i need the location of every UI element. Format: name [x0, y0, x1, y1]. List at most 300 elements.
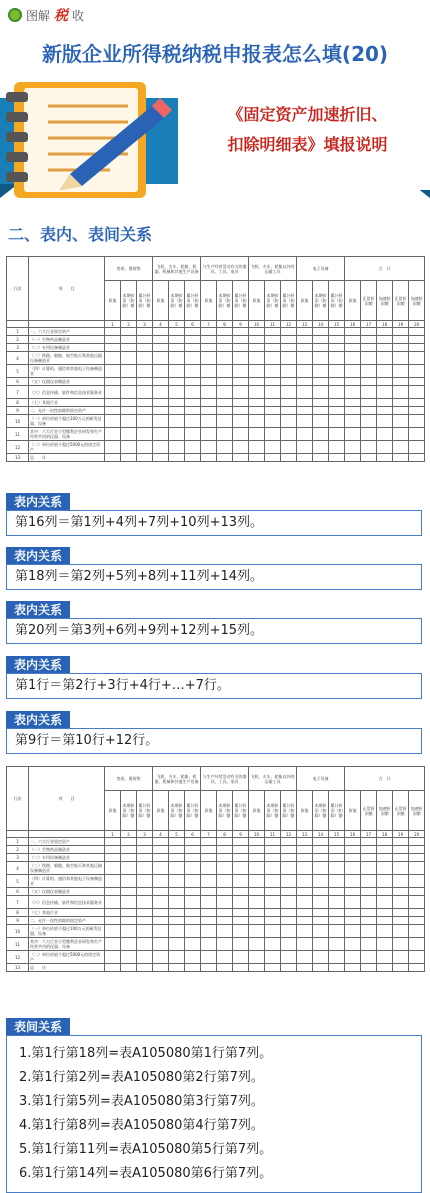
value-cell[interactable]: [153, 428, 169, 441]
value-cell[interactable]: [377, 454, 393, 462]
value-cell[interactable]: [393, 938, 409, 951]
value-cell[interactable]: [361, 386, 377, 399]
value-cell[interactable]: [345, 336, 361, 344]
value-cell[interactable]: [297, 862, 313, 875]
value-cell[interactable]: [361, 344, 377, 352]
value-cell[interactable]: [265, 964, 281, 972]
value-cell[interactable]: [313, 352, 329, 365]
value-cell[interactable]: [105, 352, 121, 365]
value-cell[interactable]: [345, 454, 361, 462]
value-cell[interactable]: [297, 888, 313, 896]
value-cell[interactable]: [105, 454, 121, 462]
value-cell[interactable]: [105, 862, 121, 875]
value-cell[interactable]: [393, 888, 409, 896]
value-cell[interactable]: [393, 415, 409, 428]
value-cell[interactable]: [361, 352, 377, 365]
value-cell[interactable]: [201, 909, 217, 917]
value-cell[interactable]: [153, 896, 169, 909]
value-cell[interactable]: [153, 875, 169, 888]
value-cell[interactable]: [105, 846, 121, 854]
value-cell[interactable]: [329, 378, 345, 386]
value-cell[interactable]: [137, 888, 153, 896]
value-cell[interactable]: [233, 441, 249, 454]
value-cell[interactable]: [313, 862, 329, 875]
value-cell[interactable]: [185, 888, 201, 896]
value-cell[interactable]: [313, 875, 329, 888]
value-cell[interactable]: [393, 454, 409, 462]
value-cell[interactable]: [265, 386, 281, 399]
value-cell[interactable]: [281, 378, 297, 386]
value-cell[interactable]: [393, 917, 409, 925]
value-cell[interactable]: [361, 951, 377, 964]
value-cell[interactable]: [233, 336, 249, 344]
value-cell[interactable]: [265, 428, 281, 441]
value-cell[interactable]: [281, 428, 297, 441]
value-cell[interactable]: [137, 964, 153, 972]
value-cell[interactable]: [249, 352, 265, 365]
value-cell[interactable]: [313, 407, 329, 415]
value-cell[interactable]: [217, 896, 233, 909]
value-cell[interactable]: [281, 352, 297, 365]
value-cell[interactable]: [233, 846, 249, 854]
value-cell[interactable]: [393, 951, 409, 964]
value-cell[interactable]: [137, 336, 153, 344]
value-cell[interactable]: [345, 888, 361, 896]
value-cell[interactable]: [329, 407, 345, 415]
value-cell[interactable]: [121, 415, 137, 428]
value-cell[interactable]: [377, 838, 393, 846]
value-cell[interactable]: [377, 407, 393, 415]
value-cell[interactable]: [137, 896, 153, 909]
value-cell[interactable]: [121, 909, 137, 917]
value-cell[interactable]: [105, 854, 121, 862]
value-cell[interactable]: [329, 344, 345, 352]
value-cell[interactable]: [185, 854, 201, 862]
value-cell[interactable]: [121, 917, 137, 925]
value-cell[interactable]: [105, 838, 121, 846]
value-cell[interactable]: [393, 336, 409, 344]
value-cell[interactable]: [329, 854, 345, 862]
value-cell[interactable]: [169, 328, 185, 336]
value-cell[interactable]: [361, 328, 377, 336]
value-cell[interactable]: [409, 838, 425, 846]
value-cell[interactable]: [297, 378, 313, 386]
value-cell[interactable]: [185, 964, 201, 972]
value-cell[interactable]: [265, 938, 281, 951]
value-cell[interactable]: [265, 365, 281, 378]
value-cell[interactable]: [249, 854, 265, 862]
value-cell[interactable]: [105, 415, 121, 428]
value-cell[interactable]: [121, 925, 137, 938]
value-cell[interactable]: [265, 925, 281, 938]
value-cell[interactable]: [265, 846, 281, 854]
value-cell[interactable]: [377, 951, 393, 964]
value-cell[interactable]: [169, 862, 185, 875]
value-cell[interactable]: [393, 365, 409, 378]
value-cell[interactable]: [201, 378, 217, 386]
value-cell[interactable]: [233, 862, 249, 875]
value-cell[interactable]: [393, 328, 409, 336]
value-cell[interactable]: [185, 365, 201, 378]
value-cell[interactable]: [121, 862, 137, 875]
value-cell[interactable]: [377, 428, 393, 441]
value-cell[interactable]: [233, 875, 249, 888]
value-cell[interactable]: [297, 344, 313, 352]
value-cell[interactable]: [153, 365, 169, 378]
value-cell[interactable]: [265, 888, 281, 896]
value-cell[interactable]: [137, 875, 153, 888]
value-cell[interactable]: [377, 352, 393, 365]
value-cell[interactable]: [313, 454, 329, 462]
value-cell[interactable]: [345, 407, 361, 415]
value-cell[interactable]: [377, 854, 393, 862]
value-cell[interactable]: [377, 938, 393, 951]
value-cell[interactable]: [153, 415, 169, 428]
value-cell[interactable]: [217, 336, 233, 344]
value-cell[interactable]: [313, 336, 329, 344]
value-cell[interactable]: [169, 386, 185, 399]
value-cell[interactable]: [409, 909, 425, 917]
value-cell[interactable]: [169, 407, 185, 415]
value-cell[interactable]: [217, 454, 233, 462]
value-cell[interactable]: [185, 407, 201, 415]
value-cell[interactable]: [169, 399, 185, 407]
value-cell[interactable]: [105, 875, 121, 888]
value-cell[interactable]: [153, 888, 169, 896]
value-cell[interactable]: [313, 441, 329, 454]
value-cell[interactable]: [377, 399, 393, 407]
value-cell[interactable]: [409, 428, 425, 441]
value-cell[interactable]: [105, 399, 121, 407]
value-cell[interactable]: [185, 328, 201, 336]
value-cell[interactable]: [409, 365, 425, 378]
value-cell[interactable]: [121, 854, 137, 862]
value-cell[interactable]: [217, 399, 233, 407]
value-cell[interactable]: [313, 415, 329, 428]
value-cell[interactable]: [409, 328, 425, 336]
value-cell[interactable]: [217, 875, 233, 888]
value-cell[interactable]: [361, 896, 377, 909]
value-cell[interactable]: [233, 909, 249, 917]
value-cell[interactable]: [153, 378, 169, 386]
value-cell[interactable]: [265, 875, 281, 888]
value-cell[interactable]: [249, 951, 265, 964]
value-cell[interactable]: [329, 441, 345, 454]
value-cell[interactable]: [377, 925, 393, 938]
value-cell[interactable]: [217, 917, 233, 925]
value-cell[interactable]: [377, 365, 393, 378]
value-cell[interactable]: [329, 862, 345, 875]
value-cell[interactable]: [217, 838, 233, 846]
value-cell[interactable]: [281, 896, 297, 909]
value-cell[interactable]: [153, 386, 169, 399]
value-cell[interactable]: [393, 441, 409, 454]
value-cell[interactable]: [377, 415, 393, 428]
value-cell[interactable]: [297, 415, 313, 428]
value-cell[interactable]: [233, 352, 249, 365]
value-cell[interactable]: [153, 344, 169, 352]
value-cell[interactable]: [281, 862, 297, 875]
value-cell[interactable]: [393, 862, 409, 875]
value-cell[interactable]: [393, 386, 409, 399]
value-cell[interactable]: [105, 336, 121, 344]
value-cell[interactable]: [121, 838, 137, 846]
value-cell[interactable]: [137, 854, 153, 862]
value-cell[interactable]: [121, 365, 137, 378]
value-cell[interactable]: [297, 838, 313, 846]
value-cell[interactable]: [217, 888, 233, 896]
value-cell[interactable]: [249, 862, 265, 875]
value-cell[interactable]: [409, 917, 425, 925]
value-cell[interactable]: [329, 896, 345, 909]
value-cell[interactable]: [265, 854, 281, 862]
value-cell[interactable]: [217, 428, 233, 441]
value-cell[interactable]: [313, 399, 329, 407]
value-cell[interactable]: [297, 386, 313, 399]
value-cell[interactable]: [201, 875, 217, 888]
value-cell[interactable]: [201, 938, 217, 951]
value-cell[interactable]: [377, 336, 393, 344]
value-cell[interactable]: [329, 951, 345, 964]
value-cell[interactable]: [249, 399, 265, 407]
value-cell[interactable]: [233, 888, 249, 896]
value-cell[interactable]: [409, 854, 425, 862]
value-cell[interactable]: [217, 352, 233, 365]
value-cell[interactable]: [105, 964, 121, 972]
value-cell[interactable]: [217, 909, 233, 917]
value-cell[interactable]: [265, 407, 281, 415]
value-cell[interactable]: [265, 352, 281, 365]
value-cell[interactable]: [121, 875, 137, 888]
value-cell[interactable]: [169, 415, 185, 428]
value-cell[interactable]: [329, 875, 345, 888]
value-cell[interactable]: [265, 378, 281, 386]
value-cell[interactable]: [377, 917, 393, 925]
value-cell[interactable]: [313, 951, 329, 964]
value-cell[interactable]: [281, 365, 297, 378]
value-cell[interactable]: [409, 846, 425, 854]
value-cell[interactable]: [345, 862, 361, 875]
value-cell[interactable]: [137, 454, 153, 462]
value-cell[interactable]: [217, 862, 233, 875]
value-cell[interactable]: [185, 938, 201, 951]
value-cell[interactable]: [409, 336, 425, 344]
value-cell[interactable]: [313, 386, 329, 399]
value-cell[interactable]: [393, 964, 409, 972]
value-cell[interactable]: [185, 399, 201, 407]
value-cell[interactable]: [153, 925, 169, 938]
value-cell[interactable]: [409, 344, 425, 352]
value-cell[interactable]: [281, 917, 297, 925]
value-cell[interactable]: [153, 454, 169, 462]
value-cell[interactable]: [185, 925, 201, 938]
value-cell[interactable]: [153, 862, 169, 875]
value-cell[interactable]: [393, 846, 409, 854]
value-cell[interactable]: [361, 336, 377, 344]
value-cell[interactable]: [105, 951, 121, 964]
value-cell[interactable]: [217, 378, 233, 386]
value-cell[interactable]: [377, 378, 393, 386]
value-cell[interactable]: [393, 378, 409, 386]
value-cell[interactable]: [377, 846, 393, 854]
value-cell[interactable]: [105, 909, 121, 917]
value-cell[interactable]: [361, 846, 377, 854]
value-cell[interactable]: [329, 352, 345, 365]
value-cell[interactable]: [137, 909, 153, 917]
value-cell[interactable]: [185, 441, 201, 454]
value-cell[interactable]: [313, 428, 329, 441]
value-cell[interactable]: [249, 386, 265, 399]
value-cell[interactable]: [281, 441, 297, 454]
value-cell[interactable]: [233, 951, 249, 964]
value-cell[interactable]: [393, 909, 409, 917]
value-cell[interactable]: [281, 415, 297, 428]
value-cell[interactable]: [233, 386, 249, 399]
value-cell[interactable]: [345, 328, 361, 336]
value-cell[interactable]: [281, 888, 297, 896]
value-cell[interactable]: [297, 399, 313, 407]
value-cell[interactable]: [185, 415, 201, 428]
value-cell[interactable]: [345, 909, 361, 917]
value-cell[interactable]: [377, 328, 393, 336]
value-cell[interactable]: [105, 328, 121, 336]
value-cell[interactable]: [297, 846, 313, 854]
value-cell[interactable]: [105, 938, 121, 951]
value-cell[interactable]: [409, 896, 425, 909]
value-cell[interactable]: [201, 336, 217, 344]
value-cell[interactable]: [313, 925, 329, 938]
value-cell[interactable]: [105, 386, 121, 399]
value-cell[interactable]: [409, 352, 425, 365]
value-cell[interactable]: [249, 378, 265, 386]
value-cell[interactable]: [297, 407, 313, 415]
value-cell[interactable]: [249, 896, 265, 909]
value-cell[interactable]: [169, 964, 185, 972]
value-cell[interactable]: [201, 888, 217, 896]
value-cell[interactable]: [249, 407, 265, 415]
value-cell[interactable]: [313, 896, 329, 909]
value-cell[interactable]: [329, 386, 345, 399]
value-cell[interactable]: [185, 344, 201, 352]
value-cell[interactable]: [153, 838, 169, 846]
value-cell[interactable]: [201, 386, 217, 399]
value-cell[interactable]: [249, 917, 265, 925]
value-cell[interactable]: [153, 846, 169, 854]
value-cell[interactable]: [313, 365, 329, 378]
value-cell[interactable]: [201, 441, 217, 454]
value-cell[interactable]: [297, 925, 313, 938]
value-cell[interactable]: [217, 407, 233, 415]
value-cell[interactable]: [265, 344, 281, 352]
value-cell[interactable]: [121, 846, 137, 854]
value-cell[interactable]: [201, 854, 217, 862]
value-cell[interactable]: [281, 399, 297, 407]
value-cell[interactable]: [201, 862, 217, 875]
value-cell[interactable]: [345, 875, 361, 888]
value-cell[interactable]: [313, 838, 329, 846]
value-cell[interactable]: [121, 407, 137, 415]
value-cell[interactable]: [265, 454, 281, 462]
value-cell[interactable]: [169, 875, 185, 888]
value-cell[interactable]: [121, 399, 137, 407]
value-cell[interactable]: [281, 938, 297, 951]
value-cell[interactable]: [169, 365, 185, 378]
value-cell[interactable]: [249, 428, 265, 441]
value-cell[interactable]: [169, 909, 185, 917]
value-cell[interactable]: [105, 917, 121, 925]
value-cell[interactable]: [185, 917, 201, 925]
value-cell[interactable]: [121, 441, 137, 454]
value-cell[interactable]: [185, 352, 201, 365]
value-cell[interactable]: [377, 909, 393, 917]
value-cell[interactable]: [201, 838, 217, 846]
value-cell[interactable]: [409, 862, 425, 875]
value-cell[interactable]: [137, 344, 153, 352]
value-cell[interactable]: [169, 896, 185, 909]
value-cell[interactable]: [137, 951, 153, 964]
value-cell[interactable]: [409, 415, 425, 428]
value-cell[interactable]: [217, 854, 233, 862]
value-cell[interactable]: [409, 888, 425, 896]
value-cell[interactable]: [185, 378, 201, 386]
value-cell[interactable]: [185, 896, 201, 909]
value-cell[interactable]: [361, 888, 377, 896]
value-cell[interactable]: [281, 328, 297, 336]
value-cell[interactable]: [345, 415, 361, 428]
value-cell[interactable]: [345, 854, 361, 862]
value-cell[interactable]: [345, 441, 361, 454]
value-cell[interactable]: [249, 838, 265, 846]
value-cell[interactable]: [265, 917, 281, 925]
value-cell[interactable]: [329, 964, 345, 972]
value-cell[interactable]: [377, 875, 393, 888]
value-cell[interactable]: [201, 352, 217, 365]
value-cell[interactable]: [345, 378, 361, 386]
value-cell[interactable]: [297, 441, 313, 454]
value-cell[interactable]: [201, 344, 217, 352]
value-cell[interactable]: [281, 336, 297, 344]
value-cell[interactable]: [313, 938, 329, 951]
value-cell[interactable]: [105, 365, 121, 378]
value-cell[interactable]: [201, 428, 217, 441]
value-cell[interactable]: [153, 407, 169, 415]
value-cell[interactable]: [345, 365, 361, 378]
value-cell[interactable]: [265, 896, 281, 909]
value-cell[interactable]: [217, 951, 233, 964]
value-cell[interactable]: [281, 407, 297, 415]
value-cell[interactable]: [201, 917, 217, 925]
value-cell[interactable]: [345, 846, 361, 854]
value-cell[interactable]: [169, 846, 185, 854]
value-cell[interactable]: [377, 862, 393, 875]
value-cell[interactable]: [329, 454, 345, 462]
value-cell[interactable]: [185, 386, 201, 399]
value-cell[interactable]: [281, 854, 297, 862]
value-cell[interactable]: [297, 909, 313, 917]
value-cell[interactable]: [313, 344, 329, 352]
value-cell[interactable]: [361, 838, 377, 846]
value-cell[interactable]: [313, 378, 329, 386]
value-cell[interactable]: [249, 938, 265, 951]
value-cell[interactable]: [361, 925, 377, 938]
value-cell[interactable]: [345, 386, 361, 399]
value-cell[interactable]: [345, 938, 361, 951]
value-cell[interactable]: [265, 862, 281, 875]
value-cell[interactable]: [217, 415, 233, 428]
value-cell[interactable]: [313, 854, 329, 862]
value-cell[interactable]: [169, 925, 185, 938]
value-cell[interactable]: [121, 336, 137, 344]
